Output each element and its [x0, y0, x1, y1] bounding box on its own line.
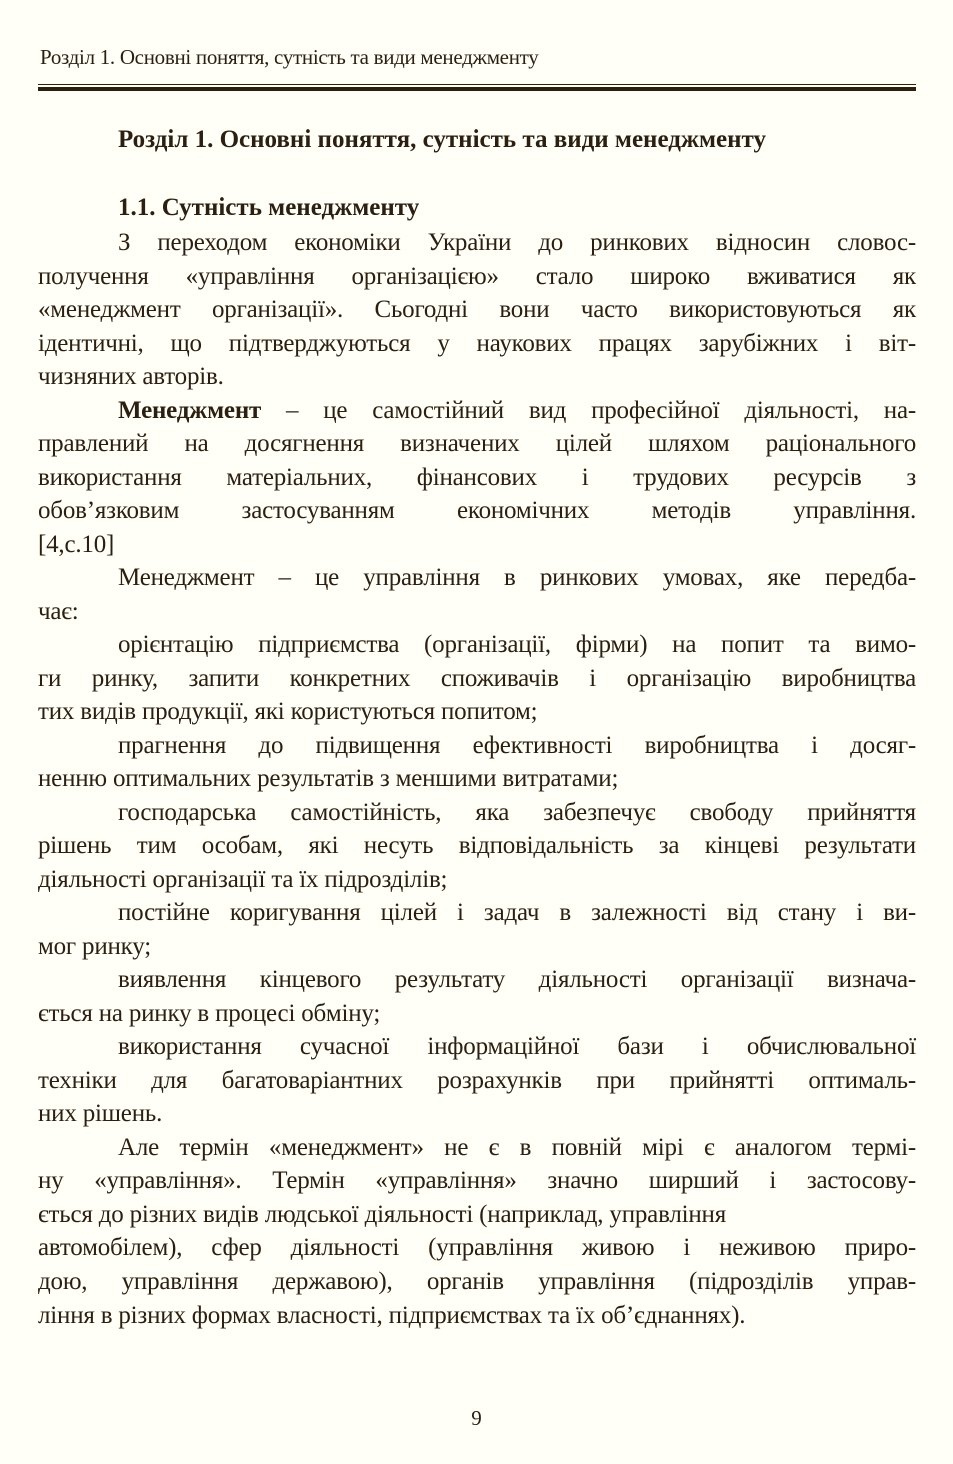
text-line: [38, 1164, 916, 1198]
line-text: Менеджмент – це управління в ринкових умовах, яке передба-: [118, 564, 916, 592]
line-text: автомобілем), сфер діяльності (управління живою і неживою приро-: [38, 1234, 916, 1262]
line-text: получення «управління організацією» стало широко вживатися як: [38, 262, 916, 290]
text-line: [38, 762, 916, 796]
text-line: [38, 293, 916, 327]
text-line: [38, 461, 916, 495]
text-line: [38, 695, 916, 729]
text-line: [38, 930, 916, 964]
header-rule-thin: [38, 84, 916, 85]
line-text: [4,с.10]: [38, 530, 115, 558]
line-text: господарська самостійність, яка забезпечує свободу прийняття: [118, 798, 916, 826]
chapter-title: Розділ 1. Основні поняття, сутність та види менеджменту: [118, 126, 766, 153]
line-text: ненню оптимальних результатів з меншими витратами;: [38, 765, 619, 793]
line-text: рішень тим особам, які несуть відповідальність за кінцеві результати: [38, 832, 916, 860]
line-text: ги ринку, запити конкретних споживачів і організацію виробництва: [38, 664, 916, 692]
text-line: [38, 226, 916, 260]
text-line: [38, 662, 916, 696]
page-number: 9: [471, 1406, 482, 1430]
line-text: прагнення до підвищення ефективності виробництва і досяг-: [118, 731, 916, 759]
text-line: [38, 260, 916, 294]
text-line: [38, 595, 916, 629]
text-line: [38, 427, 916, 461]
text-line: [38, 528, 916, 562]
text-line: [38, 963, 916, 997]
line-text: чає:: [38, 597, 79, 625]
text-line: [38, 1064, 916, 1098]
line-text: З переходом економіки України до ринкових відносин словос-: [118, 229, 916, 256]
text-line: [38, 729, 916, 763]
line-text: постійне коригування цілей і задач в залежності від стану і ви-: [118, 899, 916, 927]
line-text: ється до різних видів людської діяльності (наприклад, управління: [38, 1200, 727, 1228]
header-rule-thick: [38, 87, 916, 91]
line-text: орієнтацію підприємства (організації, фірми) на попит та вимо-: [118, 631, 916, 659]
section-title: 1.1. Сутність менеджменту: [118, 194, 420, 221]
text-line: [38, 1198, 916, 1232]
text-line: [38, 360, 916, 394]
text-line: [38, 628, 916, 662]
text-line: [38, 997, 916, 1031]
body-text: [38, 226, 916, 1332]
text-line: [38, 1030, 916, 1064]
line-text: виявлення кінцевого результату діяльності організації визнача-: [118, 966, 916, 994]
line-text: ну «управління». Термін «управління» значно ширший і застосову-: [38, 1167, 916, 1195]
text-line: [38, 863, 916, 897]
line-text: – це самостійний вид професійної діяльності, на-: [261, 396, 916, 424]
line-text: чизняних авторів.: [38, 363, 224, 391]
line-text: мог ринку;: [38, 932, 151, 960]
running-head: Розділ 1. Основні поняття, сутність та види менеджменту: [40, 45, 539, 69]
term-bold: Менеджмент: [118, 396, 262, 424]
text-line: [38, 1231, 916, 1265]
line-text: ідентичні, що підтверджуються у наукових працях зарубіжних і віт-: [38, 329, 916, 357]
line-text: використання сучасної інформаційної бази і обчислювальної: [118, 1033, 916, 1061]
text-line: [38, 394, 916, 428]
text-line: [38, 1299, 916, 1333]
line-text: використання матеріальних, фінансових і трудових ресурсів з: [38, 463, 916, 491]
line-text: «менеджмент організації». Сьогодні вони часто використовуються як: [38, 296, 916, 324]
text-line: [38, 829, 916, 863]
text-line: [38, 1131, 916, 1165]
line-text: діяльності організації та їх підрозділів;: [38, 865, 448, 893]
line-text: дою, управління державою), органів управління (підрозділів управ-: [38, 1267, 916, 1295]
text-line: [38, 796, 916, 830]
line-text: Але термін «менеджмент» не є в повній мірі є аналогом термі-: [118, 1133, 916, 1161]
text-line: [38, 896, 916, 930]
text-line: [38, 494, 916, 528]
text-line: [38, 1265, 916, 1299]
line-text: ється на ринку в процесі обміну;: [38, 999, 381, 1027]
line-text: них рішень.: [38, 1100, 163, 1128]
line-text: ління в різних формах власності, підприємствах та їх об’єднаннях).: [38, 1301, 746, 1329]
text-line: [38, 1097, 916, 1131]
line-text: правлений на досягнення визначених цілей шляхом раціонального: [38, 430, 916, 458]
line-text: обов’язковим застосуванням економічних методів управління.: [38, 497, 916, 525]
line-text: техніки для багатоваріантних розрахунків при прийнятті оптималь-: [38, 1066, 916, 1094]
text-line: [38, 561, 916, 595]
text-line: [38, 327, 916, 361]
line-text: тих видів продукції, які користуються попитом;: [38, 698, 538, 726]
